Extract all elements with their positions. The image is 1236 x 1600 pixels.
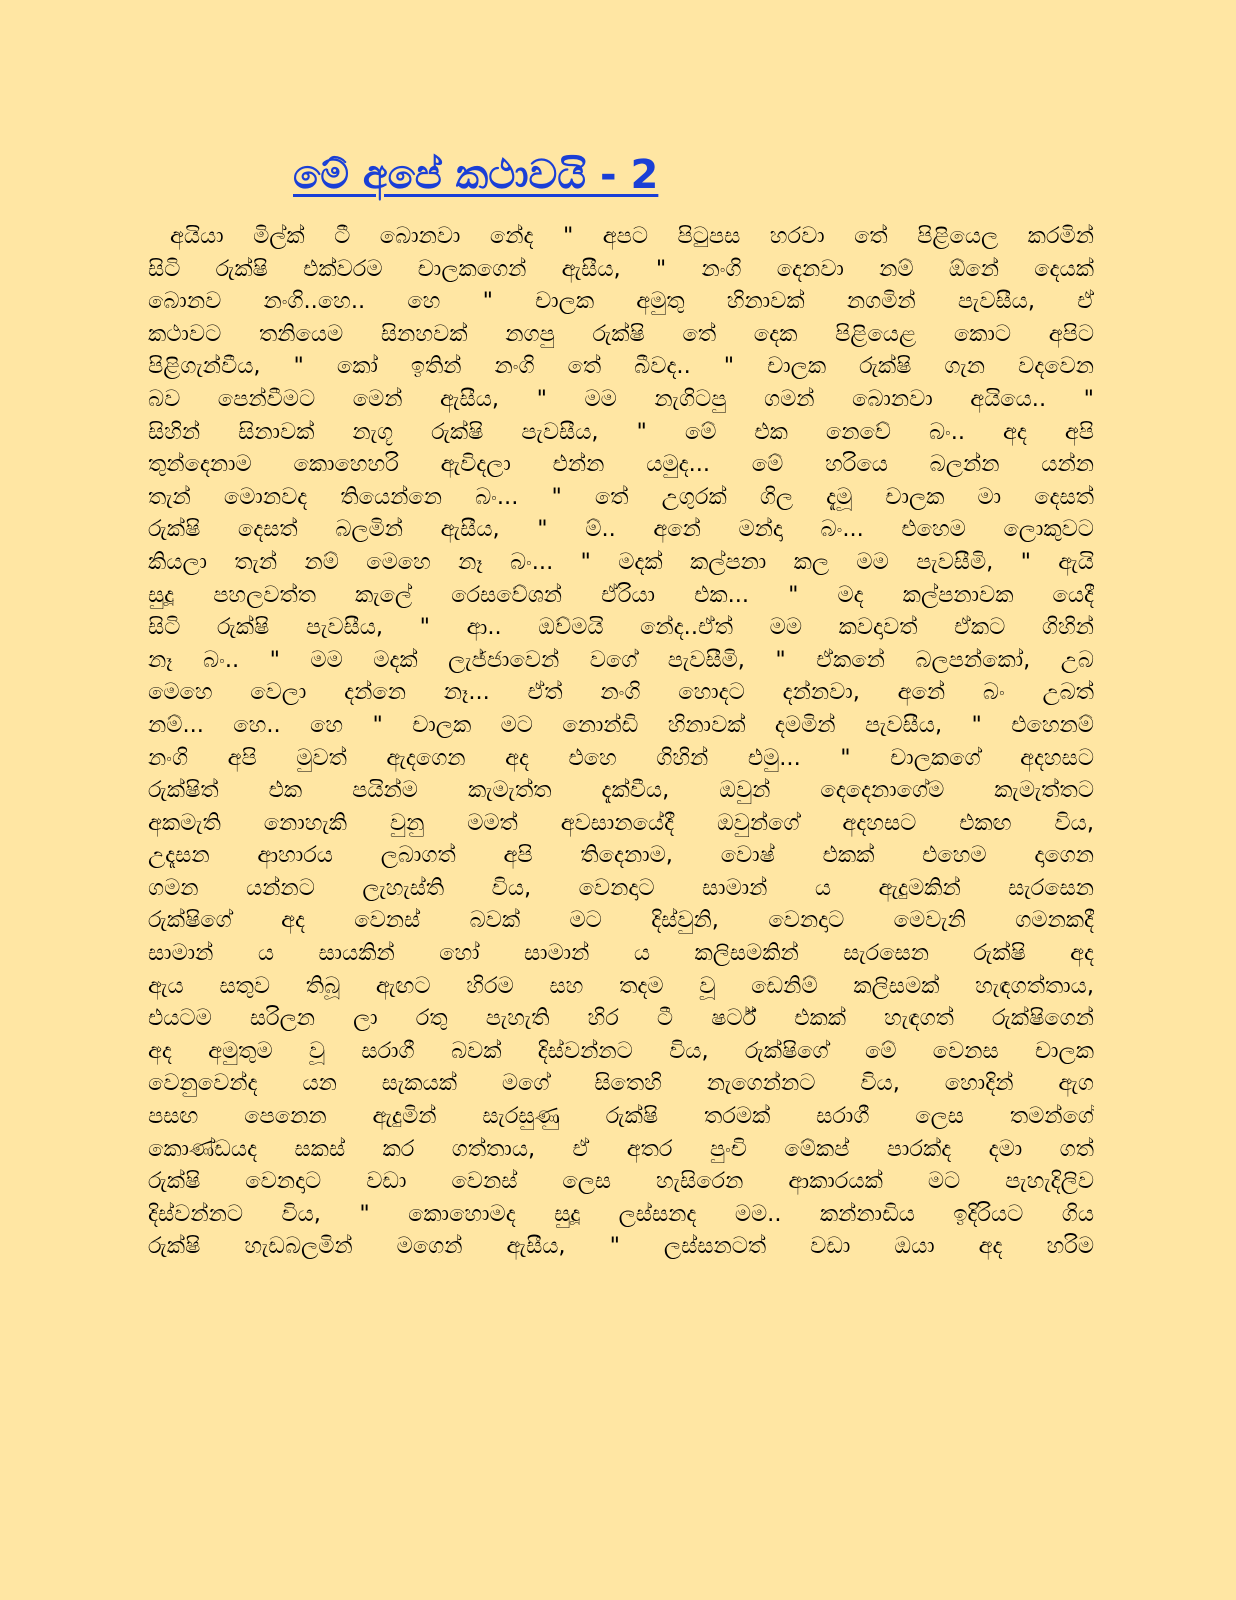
text-line: අයියා මිල්ක් ටී බොනවා නේද " අපට පිටුපස හරවා තේ පිළියෙල කරමින් — [170, 223, 1094, 249]
text-line: එයටම සරිලන ලා රතු පැහැති හිර ටී ෂර්ට් එකක් හැඳගත් රුක්ෂිගෙන් — [148, 1005, 1094, 1032]
text-line: සිටි රුක්ෂි එක්වරම චාලකගෙන් ඇසීය, " නංගි දෙනවා නම් ඕනේ දෙයක් — [148, 255, 1094, 282]
text-line: අද අමුතුම වූ සරාගී බවක් දිස්වන්නට විය, රුක්ෂිගේ මේ වෙනස චාලක — [148, 1037, 1094, 1064]
text-line: සුදූ පහලවත්ත කැලේ රෙසවේශන් ඒරියා එක... " මද කල්පනාවක යෙදී — [148, 581, 1094, 608]
text-line: බොනව නංගි..හෙ.. හෙ " චාලක අමුතු හිනාවක් නගමින් පැවසීය, ඒ — [148, 288, 1094, 315]
text-line: බව පෙන්වීමට මෙන් ඇසීය, " මම නැගිටපු ගමන් බොනවා අයියෙ.. " — [148, 385, 1094, 412]
text-line: අකමැති නොහැකි වුනු මමත් අවසානයේදී ඔවුන්ගේ අදහසට එකඟ විය, — [148, 809, 1094, 836]
text-line: නම්... හෙ.. හෙ " චාලක මට නොන්ඩි හිනාවක් දමමින් පැවසීය, " එහෙනම් — [148, 711, 1094, 738]
text-line: සිටි රුක්ෂි පැවසීය, " ආ.. ඔව්මයි නේද..ඒත් මම කවදාවත් ඒකට ගිහින් — [148, 614, 1094, 641]
text-line: රුක්ෂිත් එක පයින්ම කැමැත්ත දැක්වීය, ඔවුන් දෙදෙනාගේම කැමැත්තට — [148, 777, 1094, 804]
text-line: රුක්ෂි දෙසත් බලමින් ඇසීය, " ම්.. අනේ මන්දා බං... එහෙම ලොකුවට — [148, 516, 1094, 543]
text-line: පසඟ පෙනෙන ඇදුමින් සැරසුණු රුක්ෂි තරමක් සරාගී ලෙස තමන්ගේ — [148, 1103, 1094, 1130]
text-line: කොණ්ඩයද සකස් කර ගත්තාය, ඒ අතර පුංචි මේකප් පාරක්ද දමා ගත් — [148, 1135, 1094, 1162]
text-line: සිහින් සිනාවක් නැගූ රුක්ෂි පැවසීය, " මේ එක නෙවේ බං.. අද අපි — [148, 418, 1094, 445]
text-line: නංගි අපි මුවත් ඇදගෙන අද එහෙ ගිහින් එමු... " චාලකගේ අදහසට — [148, 744, 1094, 771]
text-line: නෑ බං.. " මම මදක් ලැජ්ජාවෙන් වගේ පැවසීමි, " ඒකනේ බලපන්කෝ, උබ — [148, 646, 1094, 673]
text-line: කියලා තැන් නම් මෙහෙ නෑ බං... " මදක් කල්පනා කල මම පැවසීමි, " ඇයි — [148, 548, 1094, 575]
text-line: කථාවට තනියෙම සිනහවක් නගපු රුක්ෂි තේ දෙක පිළියෙළ කොට අපිට — [148, 320, 1094, 347]
text-line: රුක්ෂිගේ අද වෙනස් බවක් මට දිස්වුනි, වෙනදාට මෙවැනි ගමනකදී — [148, 907, 1094, 934]
text-line: ඇය සතුව තිබූ ඇඟට හිරම සහ තදම වූ ඩෙනිම් කලිසමක් හැඳගත්තාය, — [148, 972, 1094, 999]
text-line: උදෑසන ආහාරය ලබාගත් අපි තිදෙනාම, වොෂ් එකක් එහෙම දාගෙන — [148, 842, 1094, 869]
text-line: සාමාන් ය සායකින් හෝ සාමාන් ය කලිසමකින් සැරසෙන රුක්ෂි අද — [148, 940, 1094, 967]
story-body — [148, 220, 1094, 1460]
text-line: වෙනුවෙන්ද යන සැකයක් මගේ සිතෙහි නැගෙන්නට විය, හොදින් ඇග — [148, 1070, 1094, 1097]
text-line: මෙහෙ වෙලා දන්නෙ නෑ... ඒත් නංගි හොදට දන්නවා, අනේ බං උබත් — [148, 679, 1094, 706]
text-line: රුක්ෂි හැඩබලමින් මගෙන් ඇසීය, " ලස්සනටත් වඩා ඔයා අද හරිම — [148, 1233, 1094, 1260]
page-title-text: මේ අපේ කථාවයි - 2 — [293, 152, 659, 198]
text-line: දිස්වන්නට විය, " කොහොමද සුදූ ලස්සනද මම.. කන්නාඩිය ඉදිරියට ගිය — [148, 1200, 1094, 1227]
page-title — [293, 140, 773, 210]
text-line: තුන්දෙනාම කොහෙහරි ඇවිදලා එන්න යමුද... මේ හරියෙ බලන්න යන්න — [148, 451, 1094, 478]
text-line: පිළිගැන්වීය, " කෝ ඉතින් නංගි තේ බීවද.. " චාලක රුක්ෂි ගැන වදවෙන — [148, 353, 1094, 380]
text-line: තැන් මොනවද තියෙන්නෙ බං... " තේ උගුරක් ගිල දැමූ චාලක මා දෙසත් — [148, 483, 1094, 510]
text-line: ගමන යන්නට ලැහැස්ති විය, වෙනදාට සාමාන් ය ඇදුමකින් සැරසෙන — [148, 874, 1094, 901]
text-line: රුක්ෂි වෙනදාට වඩා වෙනස් ලෙස හැසිරෙන ආකාරයක් මට පැහැදිලිව — [148, 1168, 1094, 1195]
